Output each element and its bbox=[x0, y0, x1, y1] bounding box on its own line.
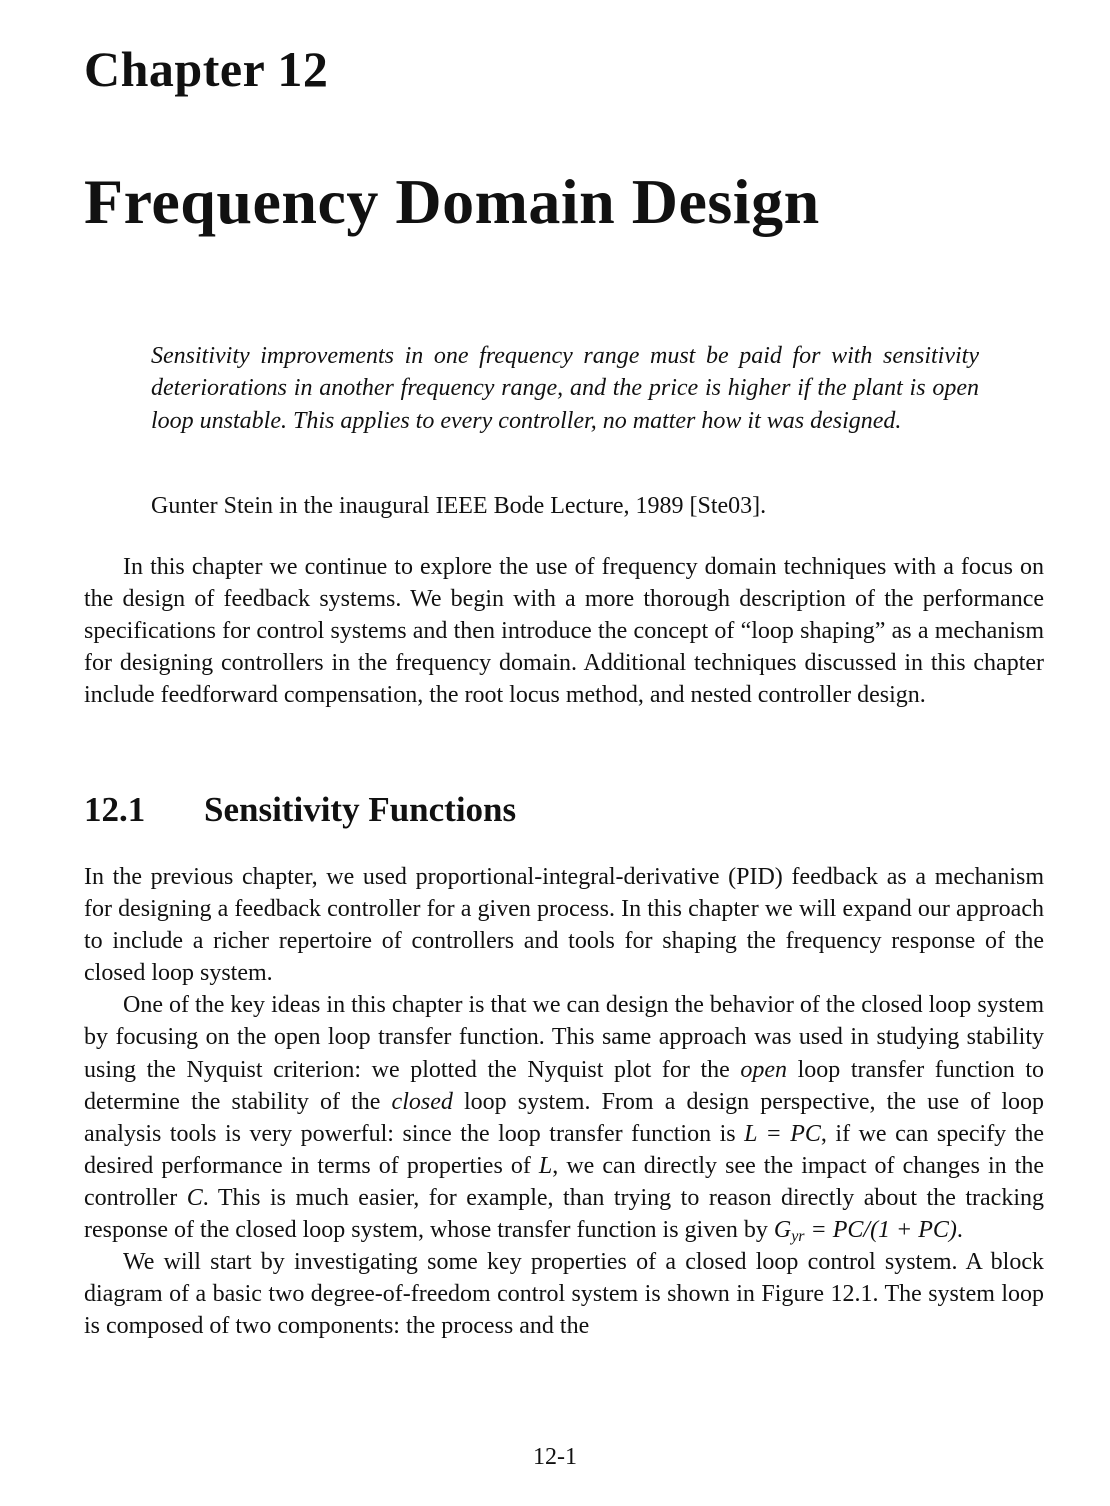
text-run: loop transfer function to determine the stability of the bbox=[84, 1056, 1045, 1115]
page-number: 12-1 bbox=[533, 1444, 577, 1470]
emphasis-open: open bbox=[740, 1056, 788, 1083]
paragraph-2 bbox=[84, 989, 1044, 1246]
section-number: 12.1 bbox=[84, 790, 146, 829]
section-heading bbox=[84, 792, 516, 827]
math-Gyr-expression: = PC/(1 + PC) bbox=[804, 1217, 957, 1244]
chapter-label: Chapter 12 bbox=[84, 41, 329, 97]
text-run: . This is much easier, for example, than trying to reason directly about the tracking response of the closed loop system, whose transfer function is given by bbox=[84, 1184, 1044, 1244]
section-body bbox=[84, 861, 1044, 1342]
epigraph-quote: Sensitivity improvements in one frequency range must be paid for with sensitivity deteriorations in another frequency range, and the price is higher if the plant is open loop unstable. This applies to every controller, no matter how it was designed. bbox=[151, 343, 979, 434]
text-run: loop system. From a design perspective, the use of loop analysis tools is very powerful: since the loop transfer function is bbox=[84, 1088, 1045, 1147]
paragraph-1: In the previous chapter, we used proportional-integral-derivative (PID) feedback as a mechanism for designing a feedback controller for a given process. In this chapter we will expand our approach to include a richer repertoire of controllers and tools for shaping the frequency response of the closed loop system. bbox=[84, 864, 1044, 987]
intro-text: In this chapter we continue to explore the use of frequency domain techniques with a focus on the design of feedback systems. We begin with a more thorough description of the performance specifications for control systems and then introduce the concept of “loop shaping” as a mechanism for designing controllers in the frequency domain. Additional techniques discussed in this chapter include feedforward compensation, the root locus method, and nested controller design. bbox=[84, 554, 1044, 709]
math-loop-transfer: L = PC bbox=[744, 1120, 821, 1147]
chapter-title: Frequency Domain Design bbox=[84, 166, 820, 237]
math-L: L bbox=[538, 1152, 553, 1179]
text-run: , we can directly see the impact of changes in the controller bbox=[84, 1152, 1045, 1211]
intro-paragraph bbox=[84, 551, 1044, 711]
math-C: C bbox=[186, 1184, 203, 1211]
emphasis-closed: closed bbox=[391, 1088, 453, 1115]
text-run: . bbox=[956, 1217, 963, 1244]
paragraph-3: We will start by investigating some key properties of a closed loop control system. A block diagram of a basic two degree-of-freedom control system is shown in Figure 12.1. The system loop is composed of two components: the process and the bbox=[84, 1249, 1044, 1340]
epigraph-attribution: Gunter Stein in the inaugural IEEE Bode Lecture, 1989 [Ste03]. bbox=[151, 493, 767, 519]
text-run: One of the key ideas in this chapter is that we can design the behavior of the closed loop system by focusing on the open loop transfer function. This same approach was used in studying stability using the Nyquist criterion: we plotted the Nyquist plot for the bbox=[84, 992, 1044, 1083]
text-run: , if we can specify the desired performance in terms of properties of bbox=[84, 1120, 1045, 1179]
math-subscript-yr: yr bbox=[791, 1228, 805, 1246]
section-title: Sensitivity Functions bbox=[204, 790, 517, 829]
math-Gyr bbox=[773, 1217, 957, 1246]
math-G: G bbox=[773, 1217, 792, 1244]
